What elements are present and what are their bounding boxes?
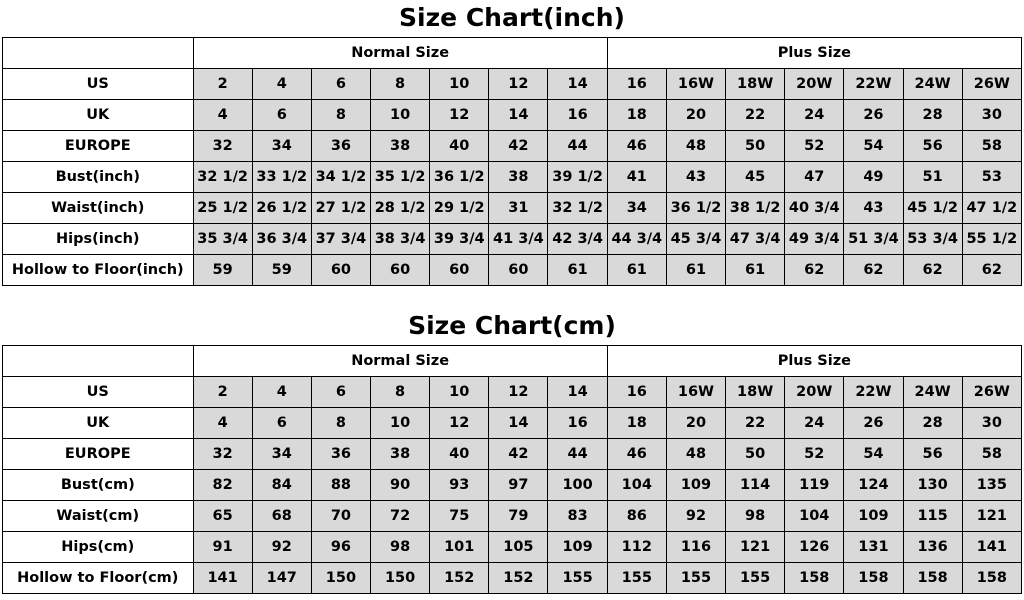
table-cell: 131 <box>844 532 903 563</box>
table-cell: 26W <box>962 69 1021 100</box>
table-cell: 39 1/2 <box>548 162 607 193</box>
size-table-cm <box>2 345 1022 594</box>
table-cell: 60 <box>311 255 370 286</box>
table-cell: 62 <box>962 255 1021 286</box>
table-cell: 24 <box>785 100 844 131</box>
table-cell: 10 <box>371 408 430 439</box>
table-cell: 83 <box>548 501 607 532</box>
table-cell: 53 3/4 <box>903 224 962 255</box>
table-cell: 92 <box>252 532 311 563</box>
table-cell: 28 <box>903 408 962 439</box>
table-cell: 45 1/2 <box>903 193 962 224</box>
table-cell: 8 <box>371 69 430 100</box>
table-cell: 48 <box>666 439 725 470</box>
table-cell: 50 <box>726 439 785 470</box>
table-cell: 60 <box>489 255 548 286</box>
table-cell: 31 <box>489 193 548 224</box>
table-cell: 155 <box>666 563 725 594</box>
table-cell: 96 <box>311 532 370 563</box>
table-cell: 32 1/2 <box>193 162 252 193</box>
table-cell: 37 3/4 <box>311 224 370 255</box>
table-cell: 56 <box>903 131 962 162</box>
table-cell: 61 <box>726 255 785 286</box>
table-cell: 40 <box>430 131 489 162</box>
table-cell: 150 <box>311 563 370 594</box>
table-cell: 136 <box>903 532 962 563</box>
size-chart-cm-block <box>0 308 1024 594</box>
table-cell: 18W <box>726 69 785 100</box>
row-label: Waist(cm) <box>3 501 194 532</box>
table-cell: 119 <box>785 470 844 501</box>
table-cell: 16W <box>666 69 725 100</box>
table-cell: 62 <box>903 255 962 286</box>
table-cell: 47 3/4 <box>726 224 785 255</box>
group-header-row <box>3 346 1022 377</box>
table-cell: 38 3/4 <box>371 224 430 255</box>
table-cell: 141 <box>193 563 252 594</box>
table-cell: 90 <box>371 470 430 501</box>
table-cell: 109 <box>548 532 607 563</box>
table-cell: 158 <box>903 563 962 594</box>
table-cell: 109 <box>844 501 903 532</box>
table-cell: 82 <box>193 470 252 501</box>
table-cell: 12 <box>430 100 489 131</box>
table-row <box>3 501 1022 532</box>
table-cell: 35 3/4 <box>193 224 252 255</box>
table-cell: 24W <box>903 69 962 100</box>
table-cell: 16 <box>607 69 666 100</box>
table-cell: 147 <box>252 563 311 594</box>
table-cell: 32 <box>193 439 252 470</box>
table-cell: 93 <box>430 470 489 501</box>
table-cell: 45 3/4 <box>666 224 725 255</box>
table-cell: 34 <box>252 131 311 162</box>
table-corner-cell <box>3 38 194 69</box>
table-cell: 8 <box>311 100 370 131</box>
table-cell: 28 <box>903 100 962 131</box>
table-cell: 50 <box>726 131 785 162</box>
table-cell: 158 <box>785 563 844 594</box>
table-cell: 43 <box>666 162 725 193</box>
table-cell: 104 <box>607 470 666 501</box>
table-cell: 34 <box>252 439 311 470</box>
table-cell: 55 1/2 <box>962 224 1021 255</box>
row-label: EUROPE <box>3 439 194 470</box>
table-cell: 8 <box>371 377 430 408</box>
row-label: UK <box>3 100 194 131</box>
chart-divider-space <box>0 286 1024 308</box>
table-cell: 53 <box>962 162 1021 193</box>
table-cell: 10 <box>430 69 489 100</box>
table-cell: 59 <box>252 255 311 286</box>
table-cell: 12 <box>489 377 548 408</box>
table-cell: 32 <box>193 131 252 162</box>
table-cell: 36 <box>311 131 370 162</box>
table-cell: 14 <box>489 408 548 439</box>
table-cell: 104 <box>785 501 844 532</box>
table-cell: 42 <box>489 439 548 470</box>
table-cell: 141 <box>962 532 1021 563</box>
table-cell: 36 <box>311 439 370 470</box>
table-cell: 130 <box>903 470 962 501</box>
table-cell: 92 <box>666 501 725 532</box>
table-cell: 8 <box>311 408 370 439</box>
table-cell: 61 <box>666 255 725 286</box>
table-cell: 2 <box>193 69 252 100</box>
table-row <box>3 193 1022 224</box>
table-cell: 38 <box>489 162 548 193</box>
table-cell: 56 <box>903 439 962 470</box>
table-cell: 49 <box>844 162 903 193</box>
table-row <box>3 224 1022 255</box>
table-cell: 60 <box>371 255 430 286</box>
table-cell: 6 <box>252 408 311 439</box>
table-cell: 32 1/2 <box>548 193 607 224</box>
table-cell: 47 1/2 <box>962 193 1021 224</box>
row-label: Bust(cm) <box>3 470 194 501</box>
table-cell: 24W <box>903 377 962 408</box>
table-row <box>3 470 1022 501</box>
table-cell: 51 <box>903 162 962 193</box>
table-cell: 61 <box>607 255 666 286</box>
table-cell: 4 <box>252 69 311 100</box>
table-cell: 6 <box>252 100 311 131</box>
size-chart-inch-block <box>0 0 1024 286</box>
table-cell: 70 <box>311 501 370 532</box>
table-cell: 16 <box>607 377 666 408</box>
table-cell: 12 <box>489 69 548 100</box>
table-cell: 86 <box>607 501 666 532</box>
table-cell: 52 <box>785 131 844 162</box>
table-cell: 54 <box>844 439 903 470</box>
table-cell: 54 <box>844 131 903 162</box>
table-cell: 2 <box>193 377 252 408</box>
table-cell: 98 <box>371 532 430 563</box>
table-cell: 49 3/4 <box>785 224 844 255</box>
table-cell: 26W <box>962 377 1021 408</box>
table-cell: 158 <box>962 563 1021 594</box>
table-cell: 61 <box>548 255 607 286</box>
table-cell: 100 <box>548 470 607 501</box>
group-header-normal: Normal Size <box>193 38 607 69</box>
table-cell: 20W <box>785 69 844 100</box>
table-cell: 25 1/2 <box>193 193 252 224</box>
table-row <box>3 377 1022 408</box>
table-cell: 88 <box>311 470 370 501</box>
table-cell: 28 1/2 <box>371 193 430 224</box>
table-cell: 109 <box>666 470 725 501</box>
table-row <box>3 162 1022 193</box>
table-cell: 60 <box>430 255 489 286</box>
group-header-plus: Plus Size <box>607 346 1021 377</box>
table-cell: 124 <box>844 470 903 501</box>
table-cell: 121 <box>962 501 1021 532</box>
table-cell: 22 <box>726 100 785 131</box>
table-cell: 79 <box>489 501 548 532</box>
table-cell: 18W <box>726 377 785 408</box>
row-label: Bust(inch) <box>3 162 194 193</box>
group-header-plus: Plus Size <box>607 38 1021 69</box>
table-cell: 150 <box>371 563 430 594</box>
table-cell: 10 <box>430 377 489 408</box>
table-cell: 4 <box>193 408 252 439</box>
table-cell: 22W <box>844 377 903 408</box>
table-cell: 46 <box>607 439 666 470</box>
table-cell: 112 <box>607 532 666 563</box>
table-cell: 26 <box>844 408 903 439</box>
table-cell: 58 <box>962 439 1021 470</box>
table-cell: 10 <box>371 100 430 131</box>
row-label: Hollow to Floor(cm) <box>3 563 194 594</box>
table-cell: 6 <box>311 377 370 408</box>
table-cell: 29 1/2 <box>430 193 489 224</box>
row-label: Waist(inch) <box>3 193 194 224</box>
table-cell: 20W <box>785 377 844 408</box>
table-cell: 34 1/2 <box>311 162 370 193</box>
table-cell: 20 <box>666 100 725 131</box>
table-cell: 4 <box>252 377 311 408</box>
table-cell: 45 <box>726 162 785 193</box>
table-cell: 39 3/4 <box>430 224 489 255</box>
table-cell: 62 <box>785 255 844 286</box>
table-row <box>3 408 1022 439</box>
table-cell: 26 <box>844 100 903 131</box>
row-label: Hollow to Floor(inch) <box>3 255 194 286</box>
size-table-inch <box>2 37 1022 286</box>
table-cell: 44 3/4 <box>607 224 666 255</box>
row-label: UK <box>3 408 194 439</box>
table-cell: 4 <box>193 100 252 131</box>
table-cell: 98 <box>726 501 785 532</box>
table-cell: 52 <box>785 439 844 470</box>
table-row <box>3 255 1022 286</box>
group-header-normal: Normal Size <box>193 346 607 377</box>
table-cell: 51 3/4 <box>844 224 903 255</box>
table-cell: 14 <box>548 69 607 100</box>
table-cell: 41 3/4 <box>489 224 548 255</box>
table-cell: 36 1/2 <box>666 193 725 224</box>
table-cell: 84 <box>252 470 311 501</box>
table-cell: 155 <box>726 563 785 594</box>
table-cell: 59 <box>193 255 252 286</box>
table-cell: 135 <box>962 470 1021 501</box>
table-cell: 18 <box>607 408 666 439</box>
table-cell: 16W <box>666 377 725 408</box>
row-label: US <box>3 69 194 100</box>
table-cell: 44 <box>548 131 607 162</box>
table-cell: 58 <box>962 131 1021 162</box>
table-cell: 24 <box>785 408 844 439</box>
table-cell: 44 <box>548 439 607 470</box>
table-cell: 14 <box>548 377 607 408</box>
table-cell: 14 <box>489 100 548 131</box>
table-row <box>3 131 1022 162</box>
table-cell: 115 <box>903 501 962 532</box>
table-cell: 30 <box>962 100 1021 131</box>
table-cell: 114 <box>726 470 785 501</box>
table-cell: 12 <box>430 408 489 439</box>
table-cell: 34 <box>607 193 666 224</box>
table-cell: 65 <box>193 501 252 532</box>
table-cell: 62 <box>844 255 903 286</box>
table-cell: 46 <box>607 131 666 162</box>
table-row <box>3 69 1022 100</box>
table-cell: 116 <box>666 532 725 563</box>
table-cell: 33 1/2 <box>252 162 311 193</box>
table-cell: 18 <box>607 100 666 131</box>
table-cell: 38 <box>371 131 430 162</box>
row-label: US <box>3 377 194 408</box>
table-cell: 20 <box>666 408 725 439</box>
table-cell: 155 <box>607 563 666 594</box>
table-cell: 152 <box>430 563 489 594</box>
table-cell: 155 <box>548 563 607 594</box>
table-cell: 26 1/2 <box>252 193 311 224</box>
row-label: Hips(inch) <box>3 224 194 255</box>
table-cell: 36 1/2 <box>430 162 489 193</box>
group-header-row <box>3 38 1022 69</box>
table-cell: 40 3/4 <box>785 193 844 224</box>
table-cell: 121 <box>726 532 785 563</box>
page-title-cm: Size Chart(cm) <box>408 311 616 340</box>
table-row <box>3 100 1022 131</box>
table-cell: 42 3/4 <box>548 224 607 255</box>
table-cell: 41 <box>607 162 666 193</box>
table-cell: 22 <box>726 408 785 439</box>
table-cell: 126 <box>785 532 844 563</box>
table-cell: 16 <box>548 408 607 439</box>
table-cell: 16 <box>548 100 607 131</box>
row-label: EUROPE <box>3 131 194 162</box>
table-cell: 22W <box>844 69 903 100</box>
table-cell: 40 <box>430 439 489 470</box>
row-label: Hips(cm) <box>3 532 194 563</box>
table-cell: 30 <box>962 408 1021 439</box>
table-cell: 72 <box>371 501 430 532</box>
table-cell: 48 <box>666 131 725 162</box>
table-cell: 158 <box>844 563 903 594</box>
table-cell: 42 <box>489 131 548 162</box>
table-row <box>3 439 1022 470</box>
table-cell: 47 <box>785 162 844 193</box>
table-cell: 75 <box>430 501 489 532</box>
table-cell: 35 1/2 <box>371 162 430 193</box>
table-row <box>3 532 1022 563</box>
table-corner-cell <box>3 346 194 377</box>
table-cell: 27 1/2 <box>311 193 370 224</box>
table-cell: 68 <box>252 501 311 532</box>
table-cell: 101 <box>430 532 489 563</box>
table-cell: 152 <box>489 563 548 594</box>
page-title-inch: Size Chart(inch) <box>399 3 625 32</box>
table-cell: 97 <box>489 470 548 501</box>
table-cell: 38 <box>371 439 430 470</box>
table-cell: 6 <box>311 69 370 100</box>
table-row <box>3 563 1022 594</box>
table-cell: 105 <box>489 532 548 563</box>
table-cell: 38 1/2 <box>726 193 785 224</box>
table-cell: 36 3/4 <box>252 224 311 255</box>
table-cell: 43 <box>844 193 903 224</box>
table-cell: 91 <box>193 532 252 563</box>
